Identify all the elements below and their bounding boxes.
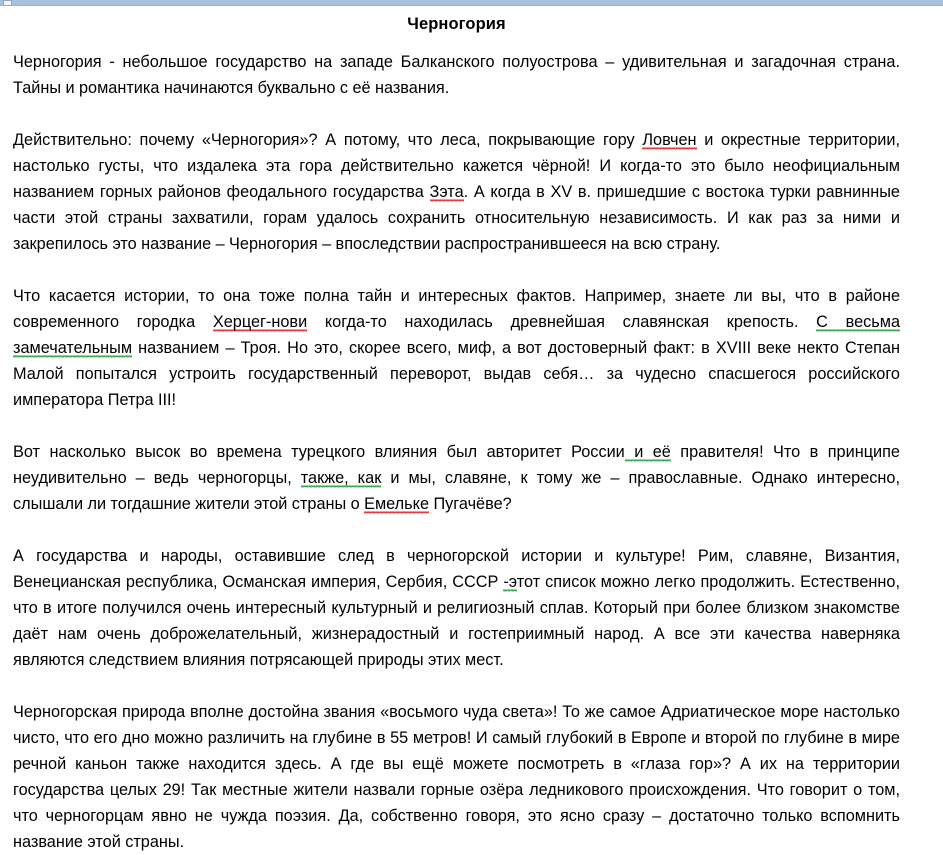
spacer: [13, 37, 900, 49]
paragraph-spacer: [13, 257, 900, 283]
spelling-error-text[interactable]: Ловчен: [642, 131, 697, 149]
paragraph: Черногория - небольшое государство на западе Балканского полуострова – удивительная и загадочная страна. Тайны и романтика начинаются буквально с её названия.: [13, 53, 900, 97]
spelling-error-text[interactable]: Емельке: [364, 495, 430, 513]
paragraph: Черногорская природа вполне достойна звания «восьмого чуда света»! То же самое Адриатическое море настолько чисто, что его дно можно различить на глубине в 55 метров! И самый глубокий в Европе и второй по глубине в мире речной каньон также находится здесь. А где вы ещё можете посмотреть в «глаза гор»? А их на территории государства целых 29! Так местные жители назвали горные озёра ледникового происхождения. Что говорит о том, что черногорцам явно не чужда поэзия. Да, собственно говоря, это ясно сразу – достаточно только вспомнить название этой страны.: [13, 703, 900, 851]
window-title-bar: [0, 0, 943, 6]
grammar-error-text[interactable]: и её: [624, 443, 671, 461]
paragraph: Что касается истории, то она тоже полна тайн и интересных фактов. Например, знаете ли вы, что в районе современного городка Херцег-нови когда-то находилась древнейшая славянская крепость. С весьма замечательным названием – Троя. Но это, скорее всего, миф, а вот достоверный факт: в XVIII веке некто Степан Малой попытался устроить государственный переворот, выдав себя… за чудесно спасшегося российского императора Петра III!: [13, 287, 900, 409]
paragraph-spacer: [13, 101, 900, 127]
grammar-error-text[interactable]: С весьма замечательным: [13, 313, 900, 357]
spelling-error-text[interactable]: Зэта: [429, 183, 464, 201]
document-window-icon: [3, 0, 12, 6]
paragraph-spacer: [13, 673, 900, 699]
paragraph: А государства и народы, оставившие след в черногорской истории и культуре! Рим, славяне, Византия, Венецианская республика, Османская империя, Сербия, СССР -этот список можно легко продолжить. Естественно, что в итоге получился очень интересный культурный и религиозный сплав. Который при более близком знакомстве даёт нам очень доброжелательный, жизнерадостный и гостеприимный народ. А все эти качества наверняка являются следствием влияния потрясающей природы этих мест.: [13, 547, 900, 669]
grammar-error-text[interactable]: -э: [503, 573, 517, 591]
paragraph: Действительно: почему «Черногория»? А потому, что леса, покрывающие гору Ловчен и окрестные территории, настолько густы, что издалека эта гора действительно кажется чёрной! И когда-то это было неофициальным названием горных районов феодального государства Зэта. А когда в XV в. пришедшие с востока турки равнинные части этой страны захватили, горам удалось сохранить относительную независимость. И как раз за ними и закрепилось это название – Черногория – впоследствии распространившееся на всю страну.: [13, 131, 900, 253]
spelling-error-text[interactable]: Херцег-нови: [212, 313, 308, 331]
document-body: [0, 11, 943, 855]
page-title: Черногория: [407, 15, 506, 33]
paragraph-spacer: [13, 517, 900, 543]
paragraph-list: [13, 49, 900, 855]
paragraph: Вот насколько высок во времена турецкого влияния был авторитет России и её правителя! Что в принципе неудивительно – ведь черногорцы, также, как и мы, славяне, к тому же – православные. Однако интересно, слышали ли тогдашние жители этой страны о Емельке Пугачёве?: [13, 443, 900, 513]
grammar-error-text[interactable]: также, как: [300, 469, 382, 487]
paragraph-spacer: [13, 413, 900, 439]
